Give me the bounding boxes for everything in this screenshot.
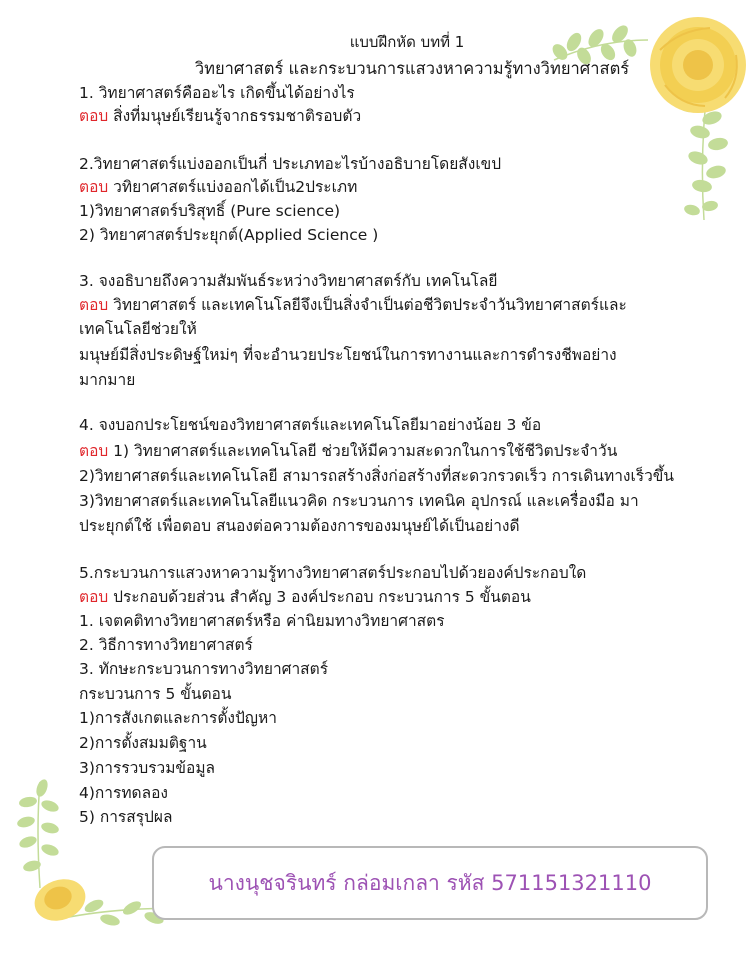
answer-5-line: 2)การตั้งสมมติฐาน <box>79 734 207 752</box>
answer-label: ตอบ <box>79 296 109 314</box>
answer-3-line: มนุษย์มีสิ่งประดิษฐ์ใหม่ๆ ที่จะอำนวยประโยชน์ในการทางานและการดำรงชีพอย่าง <box>79 346 617 364</box>
answer-5-line: กระบวนการ 5 ขั้นตอน <box>79 685 232 703</box>
answer-5-line: 3. ทักษะกระบวนการทางวิทยาศาสตร์ <box>79 660 329 678</box>
answer-3-line: มากมาย <box>79 371 136 389</box>
answer-text: สิ่งที่มนุษย์เรียนรู้จากธรรมชาติรอบตัว <box>108 107 362 125</box>
answer-5-line: 1. เจตคติทางวิทยาศาสตร์หรือ ค่านิยมทางวิทยาศาสตร <box>79 612 445 630</box>
answer-1 <box>79 105 361 127</box>
answer-4 <box>79 440 617 462</box>
answer-2-line: 2) วิทยาศาสตร์ประยุกต์(Applied Science ) <box>79 226 379 244</box>
question-3: 3. จงอธิบายถึงความสัมพันธ์ระหว่างวิทยาศาสตร์กับ เทคโนโลยี <box>79 272 498 290</box>
answer-5-line: 3)การรวบรวมข้อมูล <box>79 759 216 777</box>
answer-label: ตอบ <box>79 107 109 125</box>
answer-2-line: 1)วิทยาศาสตร์บริสุทธิ์ (Pure science) <box>79 202 341 220</box>
answer-4-line: 2)วิทยาศาสตร์และเทคโนโลยี สามารถสร้างสิ่งก่อสร้างที่สะดวกรวดเร็ว การเดินทางเร็วขึ้น <box>79 467 674 485</box>
answer-label: ตอบ <box>79 178 109 196</box>
answer-3 <box>79 294 627 316</box>
answer-5 <box>79 586 531 608</box>
answer-5-line: 2. วิธีการทางวิทยาศาสตร์ <box>79 636 253 654</box>
answer-text: 1) วิทยาศาสตร์และเทคโนโลยี ช่วยให้มีความสะดวกในการใช้ชีวิตประจำวัน <box>108 442 618 460</box>
chapter-title: วิทยาศาสตร์ และกระบวนการแสวงหาความรู้ทางวิทยาศาสตร์ <box>194 59 630 78</box>
answer-label: ตอบ <box>79 442 109 460</box>
answer-4-line: ประยุกต์ใช้ เพื่อตอบ สนองต่อความต้องการของมนุษย์ได้เป็นอย่างดี <box>79 517 520 535</box>
question-2: 2.วิทยาศาสตร์แบ่งออกเป็นกี่ ประเภทอะไรบ้างอธิบายโดยสังเขป <box>79 155 502 173</box>
question-5: 5.กระบวนการแสวงหาความรู้ทางวิทยาศาสตร์ประกอบไปด้วยองค์ประกอบใด <box>79 564 587 582</box>
answer-3-line: เทคโนโลยีช่วยให้ <box>79 320 197 338</box>
answer-label: ตอบ <box>79 588 109 606</box>
question-1: 1. วิทยาศาสตร์คืออะไร เกิดขึ้นได้อย่างไร <box>79 84 355 102</box>
answer-5-line: 1)การสังเกตและการตั้งปัญหา <box>79 709 277 727</box>
answer-4-line: 3)วิทยาศาสตร์และเทคโนโลยีแนวคิด กระบวนการ เทคนิค อุปกรณ์ และเครื่องมือ มา <box>79 492 639 510</box>
question-4: 4. จงบอกประโยชน์ของวิทยาศาสตร์และเทคโนโลยีมาอย่างน้อย 3 ข้อ <box>79 416 542 434</box>
signature-box <box>152 846 708 920</box>
answer-5-line: 5) การสรุปผล <box>79 808 173 826</box>
answer-text: ประกอบด้วยส่วน สำคัญ 3 องค์ประกอบ กระบวนการ 5 ขั้นตอน <box>108 588 531 606</box>
answer-text: วทิยาศาสตร์แบ่งออกได้เป็น2ประเภท <box>108 178 358 196</box>
answer-5-line: 4)การทดลอง <box>79 784 168 802</box>
answer-2 <box>79 176 357 198</box>
student-signature: นางนุชจรินทร์ กล่อมเกลา รหัส 571151321110 <box>208 870 652 895</box>
answer-text: วิทยาศาสตร์ และเทคโนโลยีจึงเป็นสิ่งจำเป็นต่อชีวิตประจำวันวิทยาศาสตร์และ <box>108 296 627 314</box>
exercise-title: แบบฝึกหัด บทที่ 1 <box>349 33 465 51</box>
